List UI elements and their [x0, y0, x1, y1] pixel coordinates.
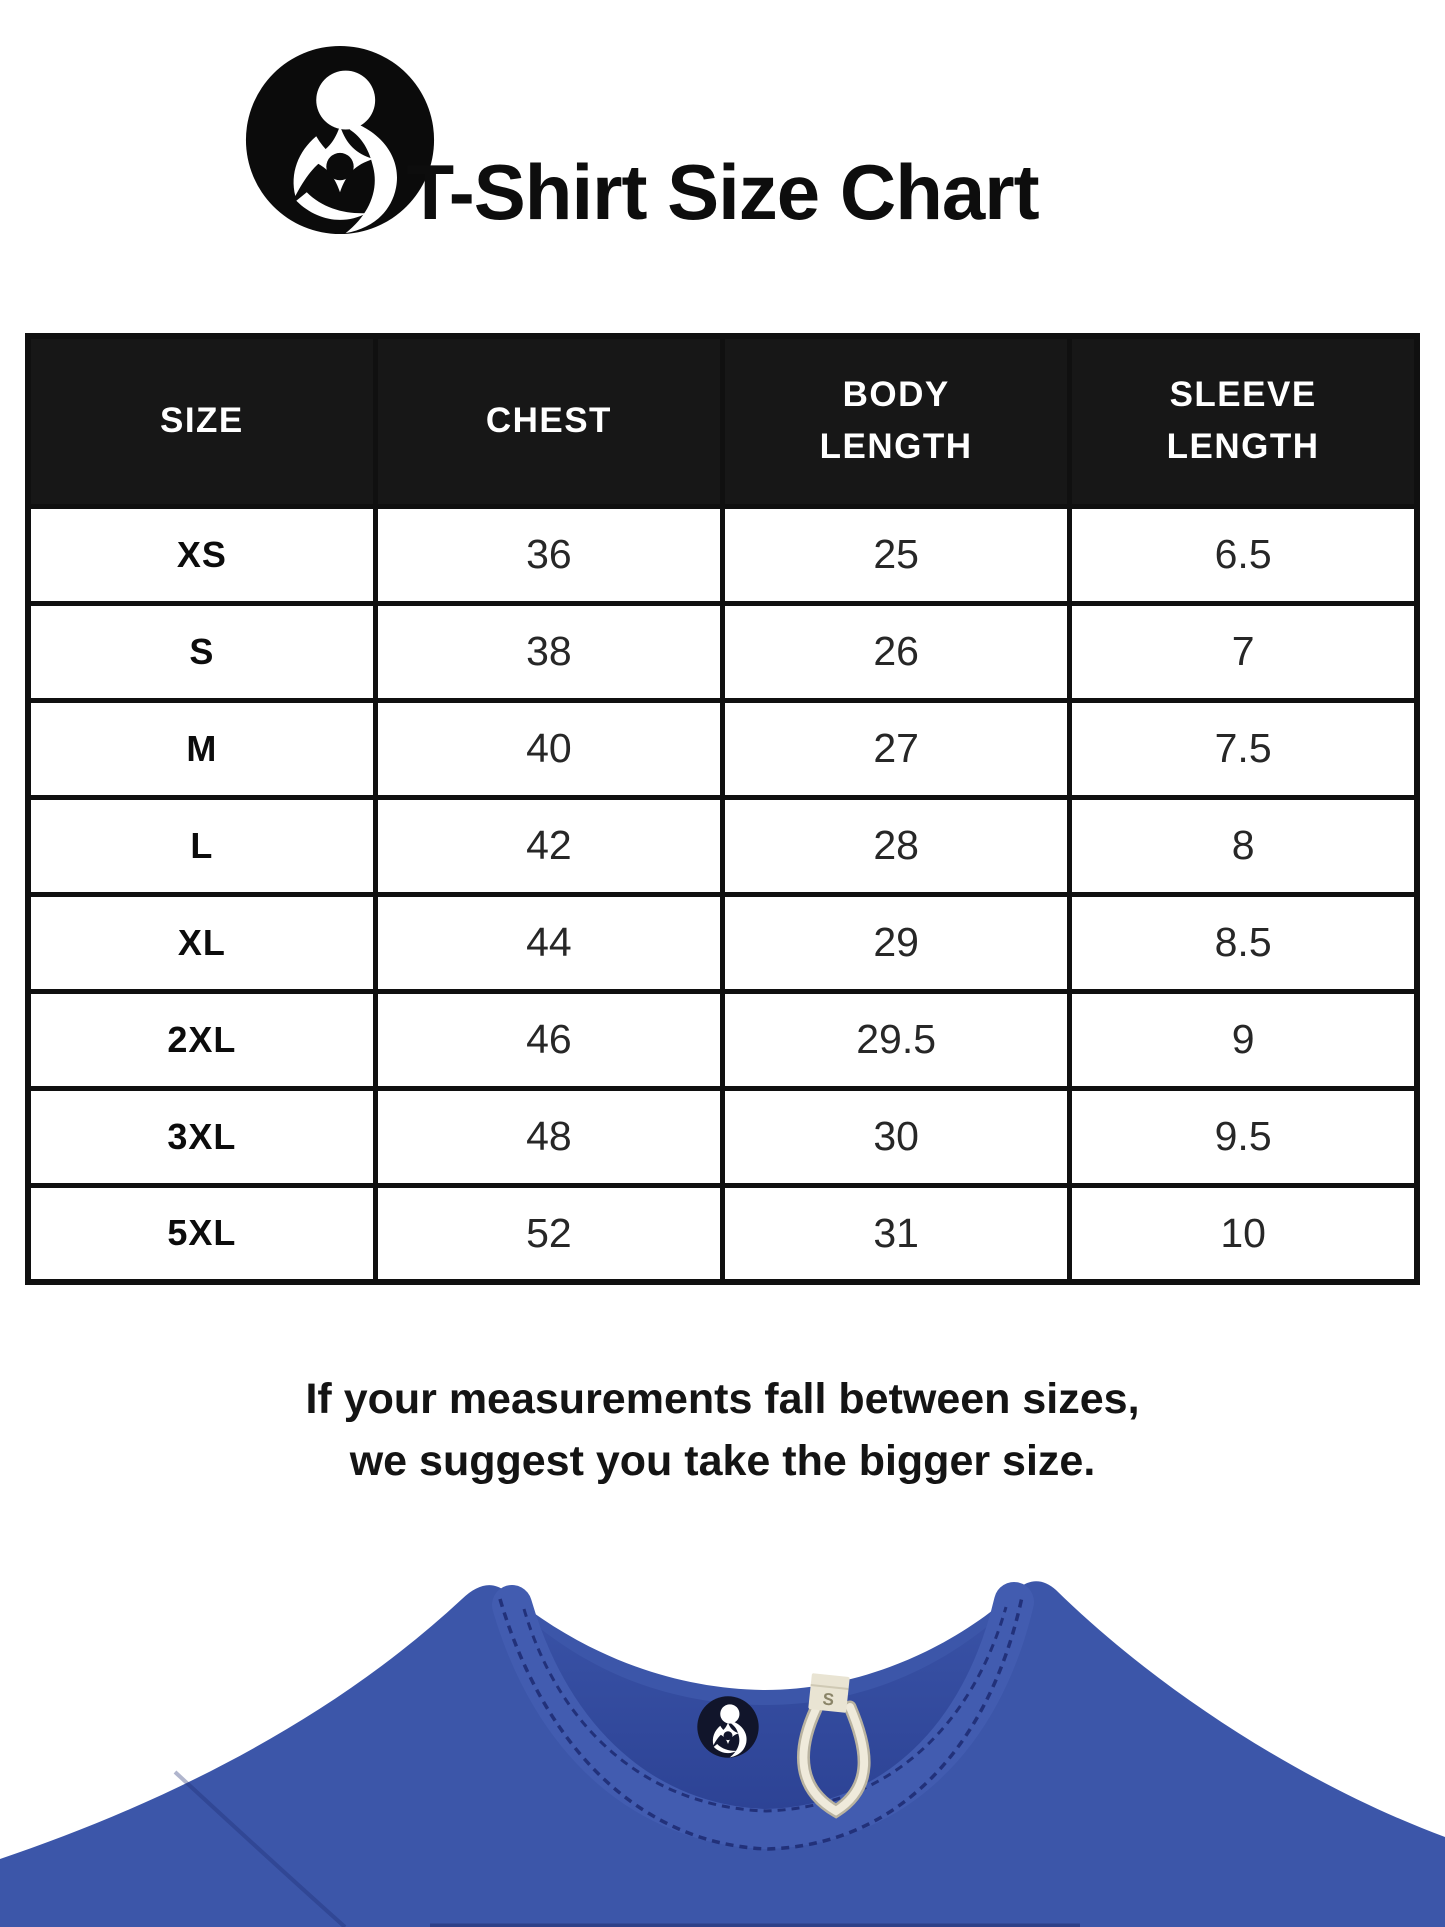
table-row: [28, 1185, 1417, 1282]
column-header-size: SIZE: [28, 336, 375, 506]
body-length-cell: 28: [723, 797, 1070, 894]
chest-cell: 46: [375, 991, 722, 1088]
size-cell: 5XL: [28, 1185, 375, 1282]
size-tag: [808, 1673, 850, 1713]
size-chart-table: [25, 333, 1420, 1285]
sleeve-length-cell: 10: [1070, 1185, 1417, 1282]
body-length-cell: 26: [723, 603, 1070, 700]
size-cell: M: [28, 700, 375, 797]
sleeve-length-cell: 7: [1070, 603, 1417, 700]
table-row: [28, 1088, 1417, 1185]
tshirt-photo: [0, 1557, 1445, 1927]
chest-cell: 40: [375, 700, 722, 797]
collar-brand-label-icon: [697, 1696, 758, 1757]
chest-cell: 38: [375, 603, 722, 700]
sleeve-length-cell: 7.5: [1070, 700, 1417, 797]
chest-cell: 52: [375, 1185, 722, 1282]
table-row: [28, 603, 1417, 700]
chest-cell: 44: [375, 894, 722, 991]
size-note-line1: If your measurements fall between sizes,: [305, 1375, 1140, 1423]
table-row: [28, 797, 1417, 894]
chest-cell: 42: [375, 797, 722, 894]
table-row: [28, 991, 1417, 1088]
sleeve-length-cell: 8: [1070, 797, 1417, 894]
body-length-cell: 31: [723, 1185, 1070, 1282]
body-length-cell: 25: [723, 506, 1070, 603]
body-length-cell: 29: [723, 894, 1070, 991]
size-cell: XS: [28, 506, 375, 603]
size-cell: L: [28, 797, 375, 894]
sleeve-length-cell: 9: [1070, 991, 1417, 1088]
size-note-line2: we suggest you take the bigger size.: [349, 1437, 1096, 1486]
size-tag-letter: S: [821, 1689, 835, 1710]
chest-cell: 36: [375, 506, 722, 603]
column-header-chest: CHEST: [375, 336, 722, 506]
table-row: [28, 506, 1417, 603]
size-cell: 2XL: [28, 991, 375, 1088]
column-header-sleeve-length: SLEEVE LENGTH: [1070, 336, 1417, 506]
size-cell: XL: [28, 894, 375, 991]
size-cell: 3XL: [28, 1088, 375, 1185]
size-note: [0, 1368, 1445, 1493]
table-row: [28, 700, 1417, 797]
body-length-cell: 29.5: [723, 991, 1070, 1088]
body-length-cell: 27: [723, 700, 1070, 797]
chest-cell: 48: [375, 1088, 722, 1185]
body-length-cell: 30: [723, 1088, 1070, 1185]
page-title: T-Shirt Size Chart: [406, 147, 1039, 236]
table-header-row: [28, 336, 1417, 506]
sleeve-length-cell: 8.5: [1070, 894, 1417, 991]
sleeve-length-cell: 9.5: [1070, 1088, 1417, 1185]
sleeve-length-cell: 6.5: [1070, 506, 1417, 603]
table-row: [28, 894, 1417, 991]
column-header-body-length: BODY LENGTH: [723, 336, 1070, 506]
size-cell: S: [28, 603, 375, 700]
